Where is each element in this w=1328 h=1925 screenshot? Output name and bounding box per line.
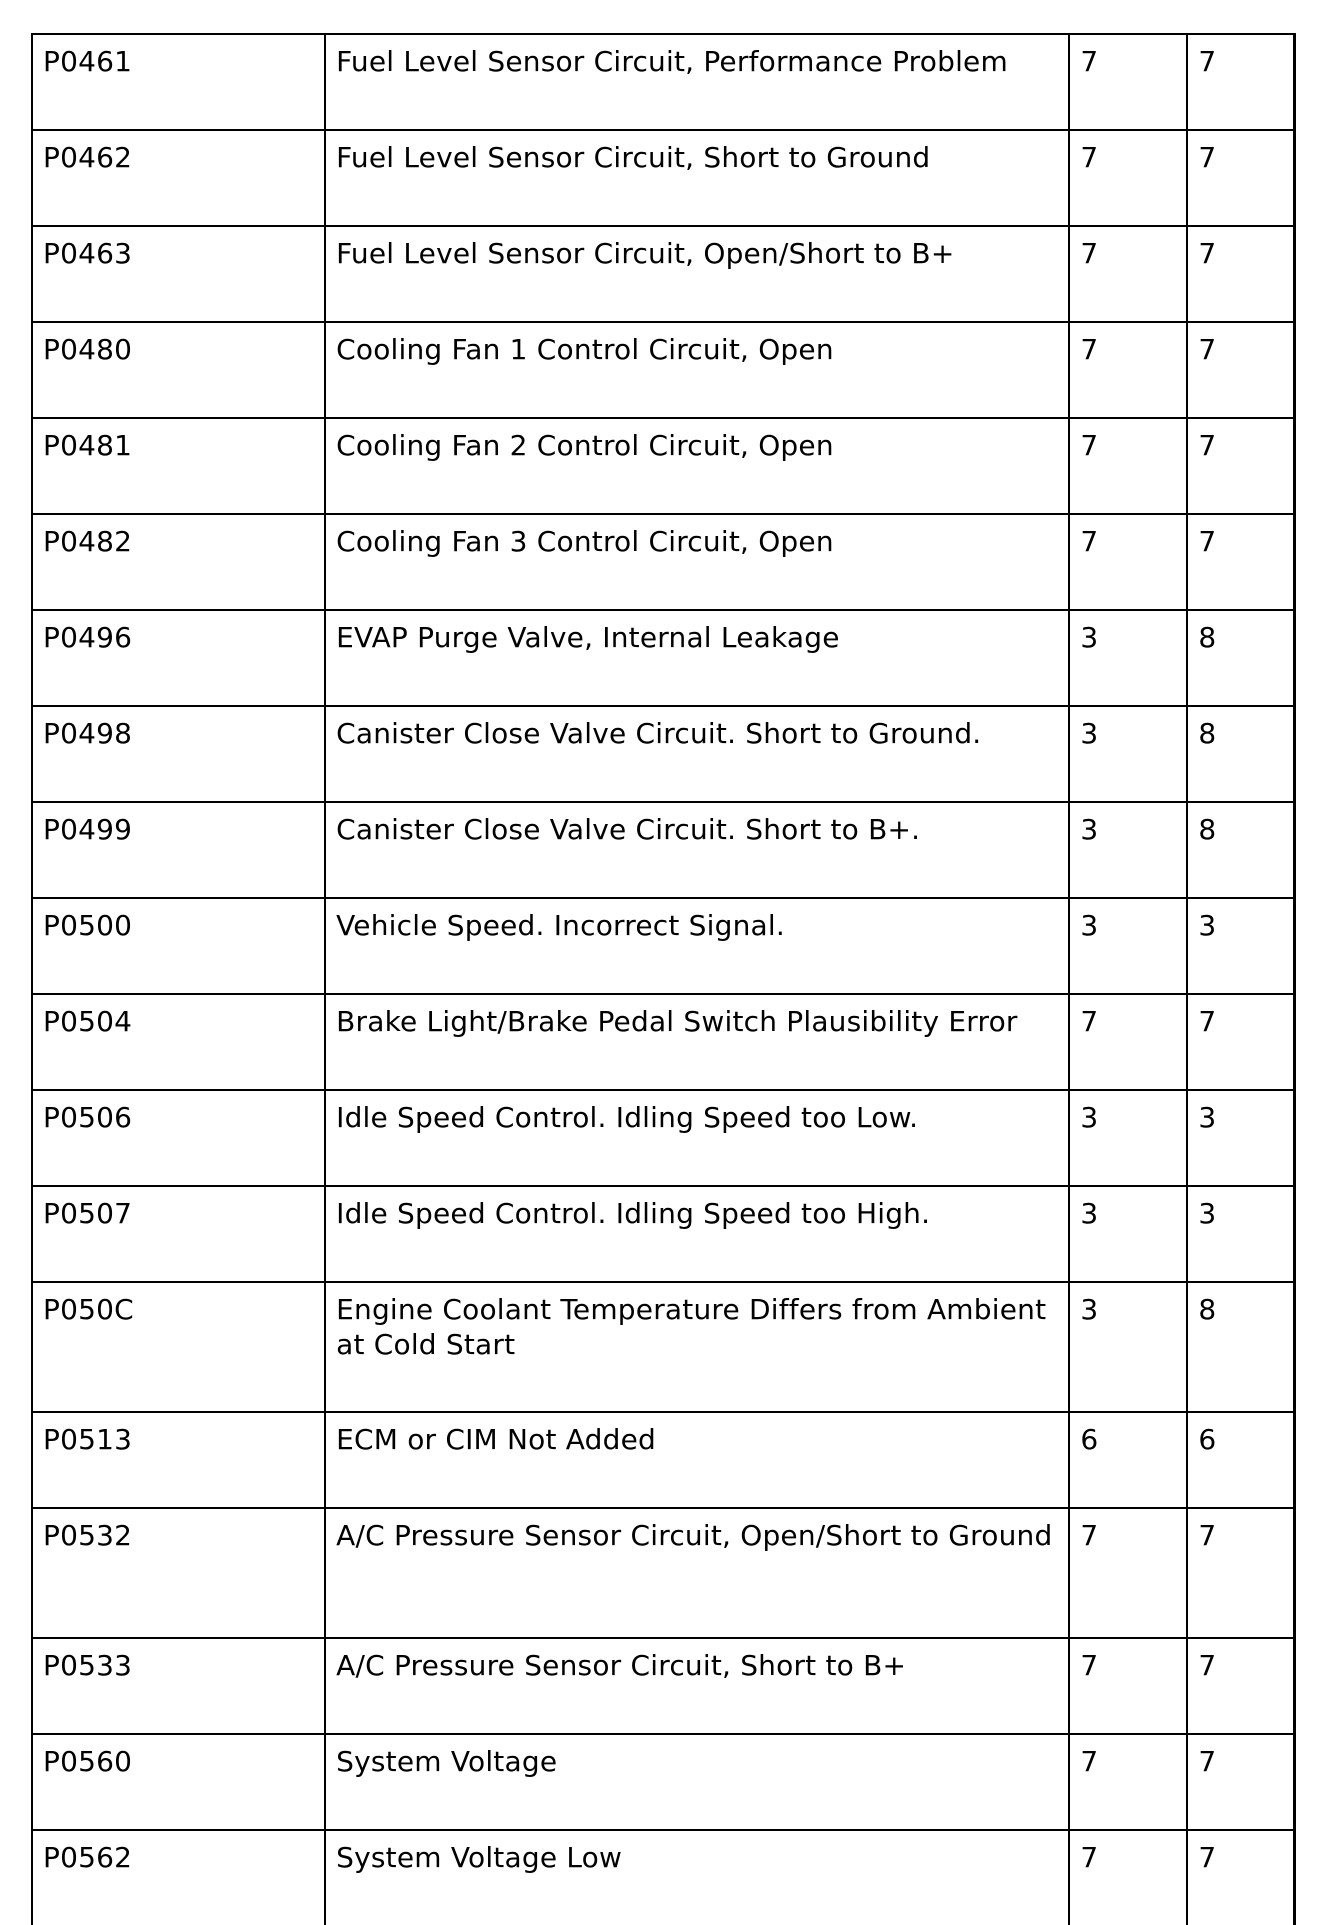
table-row [32, 1830, 1295, 1925]
dtc-value-b: 3 [1187, 898, 1294, 994]
dtc-value-b: 8 [1187, 706, 1294, 802]
table-row [32, 1412, 1295, 1508]
dtc-value-b: 8 [1187, 1282, 1294, 1412]
dtc-value-b: 3 [1187, 1186, 1294, 1282]
dtc-code: P0533 [32, 1638, 325, 1734]
dtc-description: Canister Close Valve Circuit. Short to Ground. [325, 706, 1069, 802]
dtc-description: System Voltage Low [325, 1830, 1069, 1925]
dtc-value-a: 3 [1069, 1282, 1187, 1412]
dtc-code: P0562 [32, 1830, 325, 1925]
dtc-value-a: 7 [1069, 1734, 1187, 1830]
dtc-code: P0500 [32, 898, 325, 994]
dtc-code: P0461 [32, 34, 325, 130]
table-row [32, 226, 1295, 322]
dtc-value-a: 7 [1069, 226, 1187, 322]
dtc-code: P0507 [32, 1186, 325, 1282]
dtc-value-a: 7 [1069, 1830, 1187, 1925]
dtc-value-a: 3 [1069, 1090, 1187, 1186]
dtc-value-a: 7 [1069, 130, 1187, 226]
dtc-code: P0513 [32, 1412, 325, 1508]
dtc-code: P0499 [32, 802, 325, 898]
table-row [32, 514, 1295, 610]
table-row [32, 1638, 1295, 1734]
dtc-value-a: 7 [1069, 1638, 1187, 1734]
table-row [32, 1734, 1295, 1830]
dtc-description: Fuel Level Sensor Circuit, Performance Problem [325, 34, 1069, 130]
table-row [32, 1090, 1295, 1186]
dtc-description: Idle Speed Control. Idling Speed too Low. [325, 1090, 1069, 1186]
dtc-description: Cooling Fan 1 Control Circuit, Open [325, 322, 1069, 418]
dtc-value-b: 8 [1187, 802, 1294, 898]
dtc-value-b: 7 [1187, 994, 1294, 1090]
dtc-value-b: 3 [1187, 1090, 1294, 1186]
dtc-value-b: 7 [1187, 1638, 1294, 1734]
dtc-value-a: 7 [1069, 322, 1187, 418]
dtc-description: Canister Close Valve Circuit. Short to B+. [325, 802, 1069, 898]
dtc-value-a: 6 [1069, 1412, 1187, 1508]
dtc-description: EVAP Purge Valve, Internal Leakage [325, 610, 1069, 706]
table-row [32, 34, 1295, 130]
dtc-code: P0532 [32, 1508, 325, 1638]
dtc-code: P0498 [32, 706, 325, 802]
dtc-code: P0504 [32, 994, 325, 1090]
dtc-value-b: 7 [1187, 226, 1294, 322]
dtc-code: P0480 [32, 322, 325, 418]
dtc-description: Fuel Level Sensor Circuit, Short to Ground [325, 130, 1069, 226]
dtc-description: ECM or CIM Not Added [325, 1412, 1069, 1508]
dtc-value-a: 7 [1069, 994, 1187, 1090]
dtc-value-b: 7 [1187, 1734, 1294, 1830]
dtc-code: P0463 [32, 226, 325, 322]
dtc-description: Idle Speed Control. Idling Speed too High. [325, 1186, 1069, 1282]
table-row [32, 1508, 1295, 1638]
dtc-code: P0481 [32, 418, 325, 514]
dtc-value-a: 3 [1069, 610, 1187, 706]
dtc-value-a: 7 [1069, 514, 1187, 610]
dtc-value-a: 7 [1069, 1508, 1187, 1638]
dtc-value-a: 3 [1069, 802, 1187, 898]
table-row [32, 706, 1295, 802]
dtc-value-a: 7 [1069, 418, 1187, 514]
dtc-code: P0506 [32, 1090, 325, 1186]
dtc-value-b: 8 [1187, 610, 1294, 706]
table-row [32, 1186, 1295, 1282]
table-row [32, 802, 1295, 898]
table-row [32, 322, 1295, 418]
dtc-code: P0482 [32, 514, 325, 610]
table-row [32, 418, 1295, 514]
dtc-value-a: 7 [1069, 34, 1187, 130]
dtc-code: P050C [32, 1282, 325, 1412]
table-row [32, 610, 1295, 706]
table-row [32, 130, 1295, 226]
dtc-code: P0560 [32, 1734, 325, 1830]
table-row [32, 994, 1295, 1090]
dtc-description: Cooling Fan 3 Control Circuit, Open [325, 514, 1069, 610]
dtc-description: Cooling Fan 2 Control Circuit, Open [325, 418, 1069, 514]
dtc-value-a: 3 [1069, 1186, 1187, 1282]
dtc-value-a: 3 [1069, 706, 1187, 802]
dtc-value-b: 6 [1187, 1412, 1294, 1508]
dtc-description: A/C Pressure Sensor Circuit, Short to B+ [325, 1638, 1069, 1734]
dtc-value-b: 7 [1187, 514, 1294, 610]
dtc-value-b: 7 [1187, 34, 1294, 130]
dtc-value-b: 7 [1187, 130, 1294, 226]
dtc-description: Brake Light/Brake Pedal Switch Plausibility Error [325, 994, 1069, 1090]
dtc-description: Vehicle Speed. Incorrect Signal. [325, 898, 1069, 994]
dtc-value-a: 3 [1069, 898, 1187, 994]
dtc-value-b: 7 [1187, 322, 1294, 418]
dtc-value-b: 7 [1187, 1830, 1294, 1925]
dtc-description: Engine Coolant Temperature Differs from Ambient at Cold Start [325, 1282, 1069, 1412]
dtc-value-b: 7 [1187, 418, 1294, 514]
dtc-code: P0462 [32, 130, 325, 226]
dtc-description: Fuel Level Sensor Circuit, Open/Short to B+ [325, 226, 1069, 322]
table-row [32, 1282, 1295, 1412]
dtc-code: P0496 [32, 610, 325, 706]
table-row [32, 898, 1295, 994]
dtc-value-b: 7 [1187, 1508, 1294, 1638]
dtc-description: A/C Pressure Sensor Circuit, Open/Short to Ground [325, 1508, 1069, 1638]
dtc-description: System Voltage [325, 1734, 1069, 1830]
dtc-table [31, 33, 1296, 1925]
